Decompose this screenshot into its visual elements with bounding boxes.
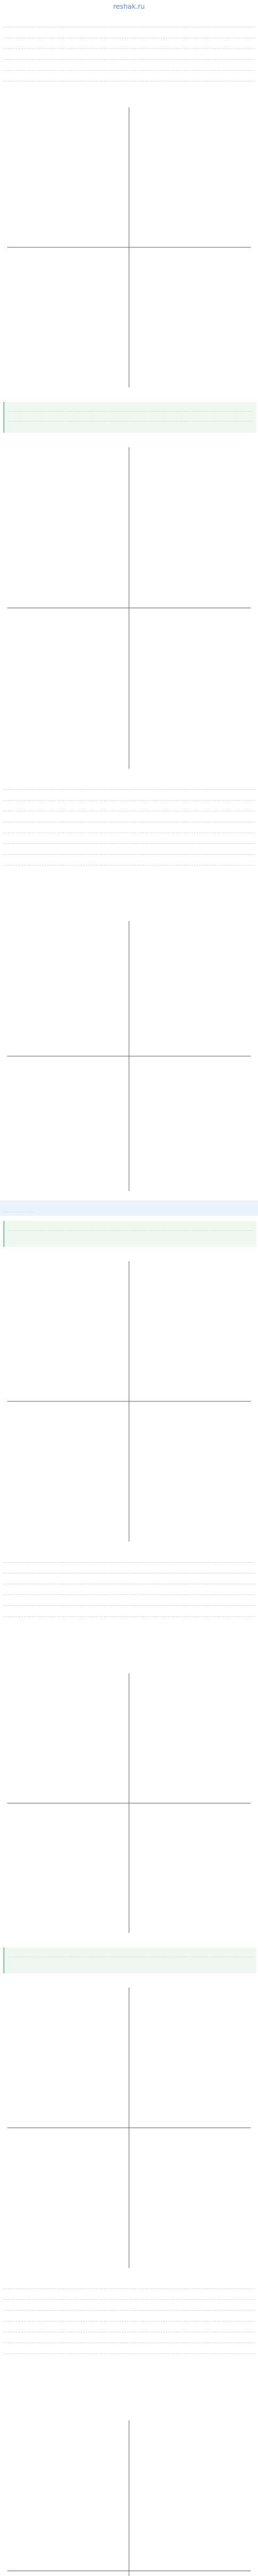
solution-text-4 (3, 2282, 255, 2406)
text-line (3, 2326, 255, 2332)
text-line (3, 2336, 255, 2343)
text-line (3, 794, 255, 801)
text-line (3, 2304, 255, 2311)
text-line (3, 75, 255, 81)
text-line (9, 415, 252, 421)
text-line (3, 2293, 255, 2300)
solution-text-1 (3, 21, 255, 103)
text-line (3, 64, 255, 71)
function-graph-5 (3, 1669, 255, 1937)
graph-canvas (3, 2416, 255, 2576)
solution-text-2 (3, 783, 255, 907)
text-line (3, 805, 255, 811)
function-graph-2 (3, 443, 255, 773)
graph-canvas (3, 103, 255, 392)
graph-canvas (3, 1257, 255, 1546)
text-line (3, 848, 255, 855)
text-line (9, 405, 252, 412)
text-line (3, 837, 255, 844)
text-line (3, 21, 255, 27)
graph-canvas (3, 1984, 255, 2272)
text-line (3, 1599, 255, 1606)
text-line (3, 31, 255, 38)
text-line (3, 42, 255, 49)
function-graph-6 (3, 1984, 255, 2272)
function-graph-7 (3, 2416, 255, 2576)
text-line (3, 816, 255, 822)
text-line (9, 1224, 252, 1231)
exercise-heading (3, 1205, 34, 1212)
text-line (3, 1567, 255, 1573)
text-line (3, 2282, 255, 2289)
page-title: reshak.ru (113, 3, 145, 11)
function-graph-3 (3, 917, 255, 1195)
text-line (3, 783, 255, 790)
function-graph-1 (3, 103, 255, 392)
text-line (9, 1951, 252, 1957)
text-line (3, 2347, 255, 2354)
function-graph-4 (3, 1257, 255, 1546)
text-line (3, 53, 255, 60)
graph-canvas (3, 443, 255, 773)
summary-callout-3 (3, 1947, 256, 1973)
exercise-header-1 (0, 1200, 258, 1216)
graph-canvas (3, 1669, 255, 1937)
text-line (3, 1556, 255, 1563)
text-line (3, 826, 255, 833)
text-line (3, 1578, 255, 1584)
text-line (3, 859, 255, 866)
graph-canvas (3, 917, 255, 1195)
text-line (3, 1610, 255, 1617)
text-line (3, 1588, 255, 1595)
summary-callout-2 (3, 1221, 256, 1247)
summary-callout-1 (3, 402, 256, 433)
solution-text-3 (3, 1556, 255, 1659)
text-line (3, 2315, 255, 2321)
